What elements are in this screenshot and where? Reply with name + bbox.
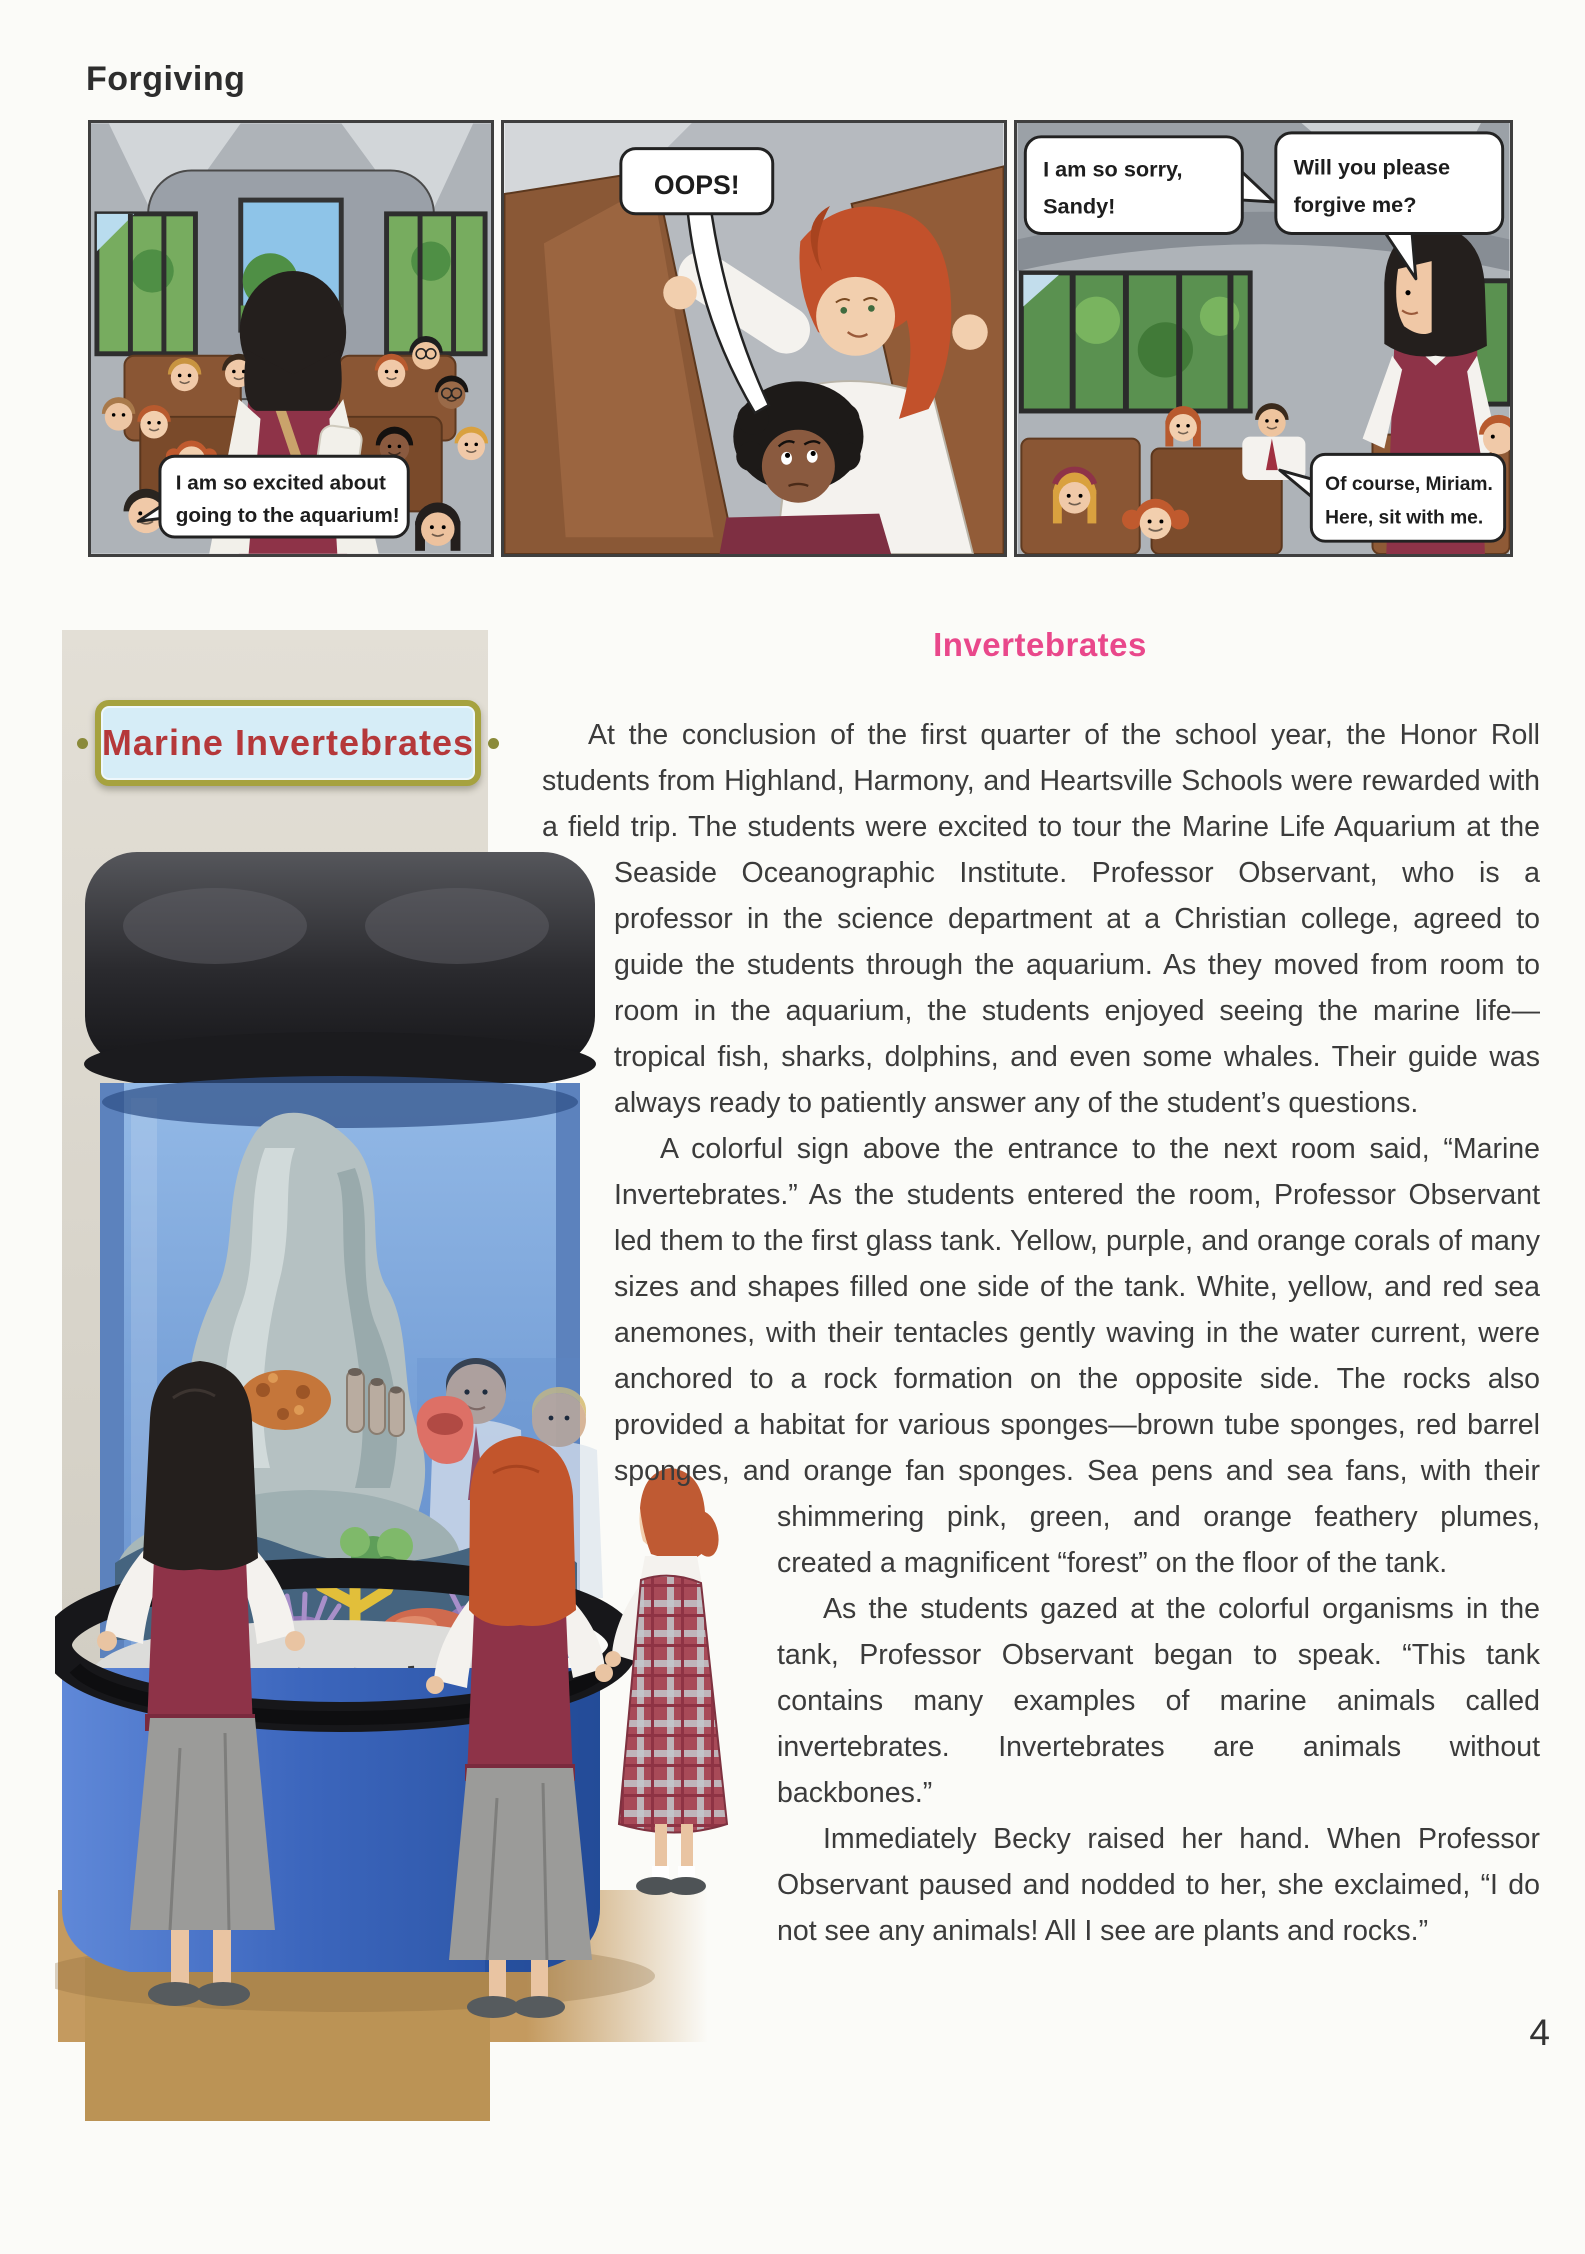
left-side-window — [97, 214, 196, 354]
left-hand — [663, 276, 697, 310]
sign-label: Marine Invertebrates — [101, 722, 475, 763]
story-paragraph-1: At the conclusion of the first quarter of the school year, the Honor Roll students from Highland, Harmony, and Heartsville Schools were rewarded with a field trip. The students were excited to tour the Marine Life Aquarium at the Seaside Oceanographic Institute. Professor Observant, who is a professor in the science department at a Christian college, agreed to guide the students through the aquarium. As they moved from room to room in the aquarium, the students enjoyed seeing the marine life—tropical fish, sharks, dolphins, and even some whales. Their guide was always ready to patiently answer any of the student’s questions. — [542, 719, 1540, 1119]
left-windows — [1021, 273, 1250, 411]
story-paragraph-4: Immediately Becky raised her hand. When Professor Observant paused and nodded to her, she exclaimed, “I do not see any animals! All I see are plants and rocks.” — [777, 1823, 1540, 1947]
falling-scene — [504, 123, 1004, 554]
marine-invertebrates-sign — [95, 700, 481, 786]
story-paragraph-3: As the students gazed at the colorful organisms in the tank, Professor Observant began to speak. “This tank contains many examples of marine animals called invertebrates. Invertebrates are animals without backbones.” — [777, 1593, 1540, 1809]
maroon-vest — [719, 514, 891, 554]
sign-screw-right-icon — [488, 738, 499, 749]
comic-panel-1 — [88, 120, 494, 557]
student-head-black-hair-girl — [415, 503, 460, 551]
bubble-line: forgive me? — [1293, 191, 1417, 217]
speech-bubble-of-course — [1280, 454, 1505, 541]
speech-bubble-excited — [138, 456, 408, 537]
story-text-column — [540, 712, 1540, 2254]
bubble-line: I am so sorry, — [1043, 156, 1183, 182]
bubble-line: Of course, Miriam. — [1325, 473, 1493, 495]
bubble-line: Will you please — [1293, 154, 1451, 180]
section-heading: Invertebrates — [933, 626, 1147, 663]
bubble-line: Here, sit with me. — [1325, 507, 1484, 529]
speech-bubble-sorry — [1025, 137, 1274, 234]
right-side-window — [387, 214, 486, 354]
face — [762, 430, 835, 503]
lesson-title: Forgiving — [86, 60, 246, 98]
face — [816, 277, 895, 356]
right-hand — [952, 314, 988, 350]
text-wrap-spacer — [540, 850, 614, 1494]
text-wrap-spacer — [540, 1494, 777, 2254]
tank-lid — [84, 852, 596, 1096]
bubble-line: going to the aquarium! — [175, 504, 400, 528]
bubble-line: Sandy! — [1043, 193, 1116, 219]
story-paragraph-2: A colorful sign above the entrance to the next room said, “Marine Invertebrates.” As the students entered the room, Professor Observant led them to the first glass tank. Yellow, purple, and orange corals of many sizes and shapes filled one side of the tank. White, yellow, and red sea anemones, with their tentacles gently waving in the water current, were anchored to a rock formation on the opposite side. The rocks also provided a habitat for various sponges—brown tube sponges, red barrel sponges, and orange fan sponges. Sea pens and sea fans, with their shimmering pink, green, and orange feathery plumes, created a magnificent “forest” on the floor of the tank. — [614, 1133, 1540, 1579]
page-number: 4 — [1529, 2012, 1550, 2053]
bubble-line: I am so excited about — [175, 471, 386, 495]
comic-panel-2 — [501, 120, 1007, 557]
bubble-line: OOPS! — [653, 170, 740, 201]
bus-interior-scene — [91, 123, 491, 554]
student-head-redhead-girl — [1165, 406, 1201, 446]
comic-panel-3 — [1014, 120, 1513, 557]
sign-screw-left-icon — [77, 738, 88, 749]
apology-scene — [1017, 123, 1510, 554]
orange-fan-coral — [239, 1370, 331, 1430]
